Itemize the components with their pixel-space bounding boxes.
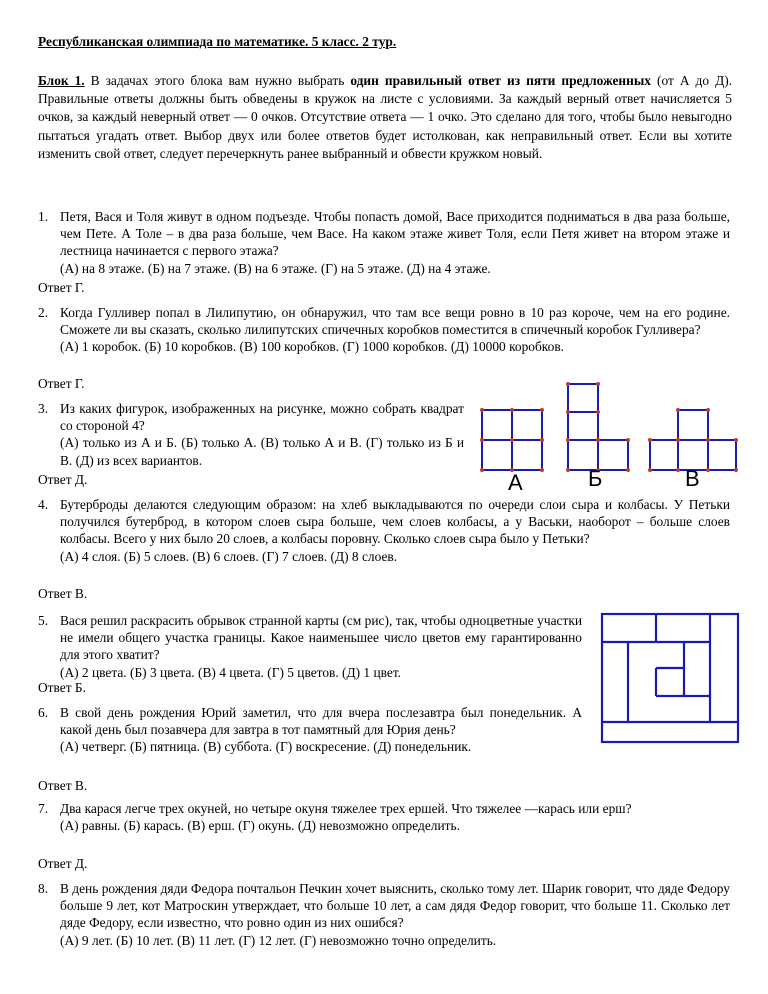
question-number: 2. xyxy=(38,305,49,320)
question-3 xyxy=(38,400,464,469)
question-8 xyxy=(38,880,730,949)
question-text: Из каких фигурок, изображенных на рисунке, можно собрать квадрат со стороной 4? xyxy=(60,401,464,434)
question-options: (А) 9 лет. (Б) 10 лет. (В) 11 лет. (Г) 12 лет. (Г) невозможно точно определить. xyxy=(60,932,497,948)
question-options: (А) четверг. (Б) пятница. (В) суббота. (Г) воскресение. (Д) понедельник. xyxy=(60,739,472,755)
figures-a-b-v xyxy=(478,380,742,492)
question-text: Когда Гулливер попал в Лилипутию, он обнаружил, что там все вещи ровно в 10 раз короче, чем на его родине. Сможете ли вы сказать, сколько лилипутских спичечных коробков поместится в спичечный коробок Гулливера? xyxy=(60,305,730,338)
question-options: (А) равны. (Б) карась. (В) ерш. (Г) окунь. (Д) невозможно определить. xyxy=(60,818,460,834)
question-5 xyxy=(38,612,582,681)
question-6 xyxy=(38,704,582,756)
block1-bold-text: один правильный ответ из пяти предложенных xyxy=(350,73,652,88)
map-figure xyxy=(600,612,740,744)
question-options: (А) на 8 этаже. (Б) на 7 этаже. (В) на 6 этаже. (Г) на 5 этаже. (Д) на 4 этаже. xyxy=(60,260,491,276)
question-text: Два карася легче трех окуней, но четыре окуня тяжелее трех ершей. Что тяжелее —карась или ерш? xyxy=(60,801,632,816)
question-4 xyxy=(38,496,730,565)
block1-instructions xyxy=(38,72,732,163)
answer-4: Ответ В. xyxy=(38,586,88,601)
question-text: В день рождения дяди Федора почтальон Печкин хочет выяснить, сколько тому лет. Шарик говорит, что дяде Федору больше 9 лет, кот Матроскин утверждает, что больше 10 лет, а сам дядя Федор говорит, что больше 11. Сколько лет дяде Федору, если известно, что ровно один из них ошибся? xyxy=(60,881,730,931)
question-text: В свой день рождения Юрий заметил, что для вчера послезавтра был понедельник. А какой день был позавчера для завтра в тот памятный для Юрия день? xyxy=(60,705,582,738)
question-text: Вася решил раскрасить обрывок странной карты (см рис), так, чтобы одноцветные участки не имели общего участка границы. Какое наименьшее число цветов ему гарантированно для этого хватит? xyxy=(60,613,582,663)
answer-1: Ответ Г. xyxy=(38,280,85,295)
answer-5: Ответ Б. xyxy=(38,680,86,695)
question-1 xyxy=(38,208,730,277)
figure-vertices xyxy=(480,382,738,472)
block1-text-a: В задачах этого блока вам нужно выбрать xyxy=(84,73,351,88)
question-options: (А) 1 коробок. (Б) 10 коробков. (В) 100 коробков. (Г) 1000 коробков. (Д) 10000 коробков. xyxy=(60,339,564,355)
page-title: Республиканская олимпиада по математике. 5 класс. 2 тур. xyxy=(38,34,397,49)
question-2 xyxy=(38,304,730,356)
figure-label-v: В xyxy=(685,466,700,491)
block1-text-b: (от А до Д). Правильные ответы должны быть обведены в кружок на листе с условиями. За каждый верный ответ начисляется 5 очков, за каждый неверный ответ — 0 очков. Отсутствие ответа — 1 очко. Это сделано для того, чтобы было невыгодно пытаться угадать ответ. Выбор двух или более ответов будет истолкован, как неправильный ответ. Если вы хотите изменить свой ответ, следует перечеркнуть ранее выбранный и обвести кружком новый. xyxy=(38,73,733,161)
question-options: (А) 2 цвета. (Б) 3 цвета. (В) 4 цвета. (Г) 5 цветов. (Д) 1 цвет. xyxy=(60,664,402,680)
figure-label-b: Б xyxy=(588,466,603,491)
question-number: 5. xyxy=(38,613,49,628)
block1-label: Блок 1. xyxy=(38,73,85,88)
figure-label-a: А xyxy=(508,470,523,492)
question-number: 4. xyxy=(38,497,49,512)
answer-3: Ответ Д. xyxy=(38,472,88,487)
question-number: 8. xyxy=(38,881,49,896)
question-options: (А) только из А и Б. (Б) только А. (В) только А и В. (Г) только из Б и В. (Д) из всех вариантов. xyxy=(60,435,464,468)
question-number: 6. xyxy=(38,705,49,720)
question-text: Петя, Вася и Толя живут в одном подъезде. Чтобы попасть домой, Васе приходится подниматься в два раза больше, чем Пете. А Толе – в два раза больше, чем Васе. На каком этаже живет Толя, если Петя живет на втором этаже и лестница начинается с первого этажа? xyxy=(60,209,730,259)
question-text: Бутерброды делаются следующим образом: на хлеб выкладываются по очереди слои сыра и колбасы. У Петьки получился бутерброд, в котором слоев сыра больше, чем слоев колбасы, а у Васьки, наоборот – больше слоев колбасы. Всего у них было 20 слоев, а колбасы поровну. Сколько слоев сыра было у Петьки? xyxy=(60,497,730,547)
question-options: (А) 4 слоя. (Б) 5 слоев. (В) 6 слоев. (Г) 7 слоев. (Д) 8 слоев. xyxy=(60,548,398,564)
question-number: 7. xyxy=(38,801,49,816)
figure-b xyxy=(568,384,628,470)
answer-6: Ответ В. xyxy=(38,778,88,793)
question-7 xyxy=(38,800,730,834)
answer-7: Ответ Д. xyxy=(38,856,88,871)
question-number: 3. xyxy=(38,401,49,416)
figure-v xyxy=(650,410,736,470)
question-number: 1. xyxy=(38,209,49,224)
answer-2: Ответ Г. xyxy=(38,376,85,391)
